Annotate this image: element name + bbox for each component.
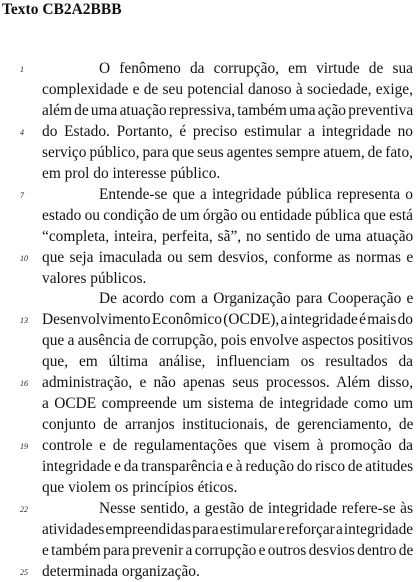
text-line xyxy=(0,164,416,184)
text-line xyxy=(0,478,416,498)
line-text: conjunto de arranjos institucionais, de gerenciamento, de xyxy=(42,416,414,434)
line-text: estado ou condição de um órgão ou entidade pública que está xyxy=(42,206,413,224)
line-text: “completa, inteira, perfeita, sã”, no sentido de uma atuação xyxy=(42,227,414,245)
line-text: atividades empreendidas para estimular e reforçar a integridade xyxy=(42,520,414,538)
text-line xyxy=(0,101,416,121)
line-number: 22 xyxy=(20,504,28,514)
line-text: De acordo com a Organização para Cooperação e xyxy=(99,290,414,308)
text-line xyxy=(0,331,416,351)
text-line xyxy=(0,248,416,268)
text-line xyxy=(0,373,416,393)
line-text: Nesse sentido, a gestão de integridade refere-se às xyxy=(99,499,413,517)
document-title: Texto CB2A2BBB xyxy=(2,1,122,18)
line-text: valores públicos. xyxy=(42,269,147,287)
line-text: e também para prevenir a corrupção e outros desvios dentro de xyxy=(42,541,414,559)
line-text: integridade e da transparência e à redução do risco de atitudes xyxy=(42,458,414,476)
text-line xyxy=(0,436,416,456)
text-line xyxy=(0,206,416,226)
text-line xyxy=(0,457,416,477)
line-text: em prol do interesse público. xyxy=(42,164,221,182)
text-line xyxy=(0,289,416,309)
text-line xyxy=(0,310,416,330)
line-text: Entende-se que a integridade pública representa o xyxy=(99,185,413,203)
line-text: que, em última análise, influenciam os resultados da xyxy=(42,353,413,371)
line-text: que a ausência de corrupção, pois envolve aspectos positivos xyxy=(42,332,413,350)
text-line xyxy=(0,352,416,372)
line-number: 25 xyxy=(20,567,28,577)
line-text: a OCDE compreende um sistema de integridade como um xyxy=(42,395,414,413)
line-number: 10 xyxy=(20,253,28,263)
line-number: 19 xyxy=(20,442,28,452)
line-text: controle e de regulamentações que visem à promoção da xyxy=(42,437,413,455)
text-line xyxy=(0,520,416,540)
line-number: 4 xyxy=(20,127,24,137)
line-text: O fenômeno da corrupção, em virtude de sua xyxy=(99,60,413,77)
line-text: além de uma atuação repressiva, também uma ação preventiva xyxy=(42,101,414,119)
text-line xyxy=(0,415,416,435)
line-text: que violem os princípios éticos. xyxy=(42,479,238,496)
line-text: do Estado. Portanto, é preciso estimular a integridade no xyxy=(42,122,413,140)
line-number: 1 xyxy=(20,65,24,74)
text-line xyxy=(0,499,416,519)
text-line xyxy=(0,227,416,247)
line-text: Desenvolvimento Econômico (OCDE), a integridade é mais do xyxy=(42,311,413,329)
line-number: 7 xyxy=(20,190,24,200)
line-text: serviço público, para que seus agentes sempre atuem, de fato, xyxy=(42,143,413,161)
line-number: 16 xyxy=(20,379,28,389)
text-line xyxy=(0,185,416,205)
text-line xyxy=(0,269,416,289)
line-text: administração, e não apenas seus processos. Além disso, xyxy=(42,374,414,392)
text-line xyxy=(0,541,416,561)
text-line xyxy=(0,122,416,142)
text-line xyxy=(0,143,416,163)
text-line xyxy=(0,80,416,100)
text-line xyxy=(0,59,416,79)
text-line xyxy=(0,562,416,582)
line-number: 13 xyxy=(20,316,28,326)
line-text: determinada organização. xyxy=(42,562,200,580)
line-text: que seja imaculada ou sem desvios, conforme as normas e xyxy=(42,248,414,266)
line-text: complexidade e de seu potencial danoso à sociedade, exige, xyxy=(42,80,413,98)
text-line xyxy=(0,394,416,414)
